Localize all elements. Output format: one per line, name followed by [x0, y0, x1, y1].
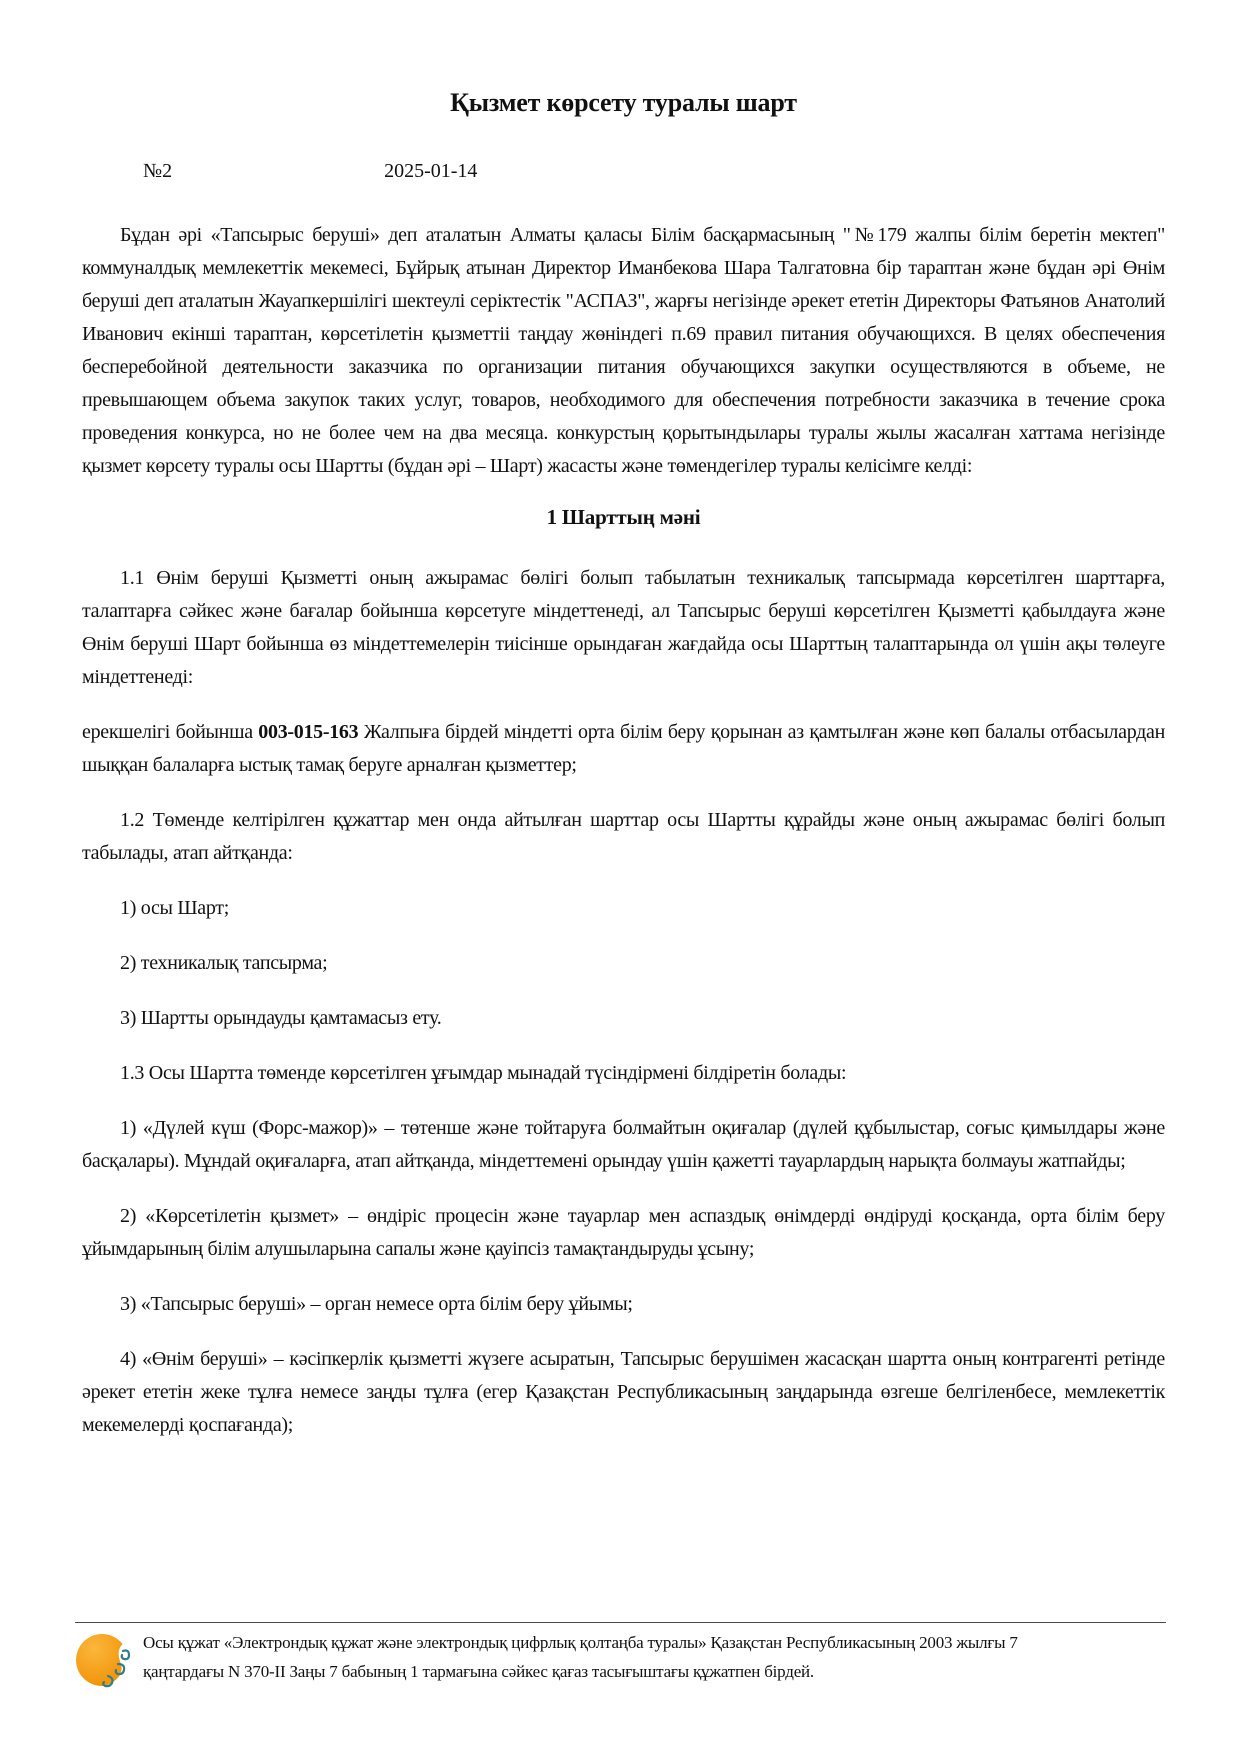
doc-date: 2025-01-14	[384, 160, 478, 182]
contract-part-item: 1) осы Шарт;	[120, 897, 229, 919]
definition-item: 2) «Көрсетілетін қызмет» – өндіріс процесін және тауарлар мен аспаздық өнімдерді өндіруді қосқанда, орта білім беру ұйымдарының білім алушыларына сапалы және қауіпсіз тамақтандыруды ұсыну;	[82, 1205, 1165, 1260]
clause-1-3: 1.3 Осы Шартта төменде көрсетілген ұғымдар мынадай түсіндірмені білдіретін болады:	[120, 1062, 847, 1084]
doc-number: №2	[143, 160, 173, 182]
lot-suffix: Жалпыға бірдей міндетті орта білім беру қорынан аз қамтылған және көп балалы отбасылардан шыққан балаларға ыстық тамақ беруге арналған қызметтер;	[82, 721, 1165, 776]
page-footer	[75, 1622, 1166, 1686]
lot-code: 003-015-163	[258, 721, 359, 743]
e-signature-logo-icon	[75, 1631, 133, 1695]
definition-item: 3) «Тапсырыс беруші» – орган немесе орта білім беру ұйымы;	[120, 1293, 633, 1315]
doc-meta-row	[82, 160, 1165, 183]
lot-prefix: ерекшелігі бойынша	[82, 721, 259, 743]
page-title: Қызмет көрсету туралы шарт	[450, 88, 797, 117]
section-1-heading: 1 Шарттың мәні	[546, 505, 701, 529]
clause-1-2: 1.2 Төменде келтірілген құжаттар мен онда айтылған шарттар осы Шартты құрайды және оның ажырамас бөлігі болып табылады, атап айтқанда:	[82, 809, 1165, 864]
lot-paragraph	[82, 716, 1165, 782]
footer-note: Осы құжат «Электрондық құжат және электрондық цифрлық қолтаңба туралы» Қазақстан Республикасының 2003 жылғы 7 қаңтардағы N 370-II Заңы 7 бабының 1 тармағына сәйкес қағаз тасығыштағы құжатпен бірдей.	[143, 1633, 1018, 1681]
document-content	[82, 88, 1165, 1464]
definition-item: 4) «Өнім беруші» – кәсіпкерлік қызметті жүзеге асыратын, Тапсырыс берушімен жасасқан шартта оның контрагенті ретінде әрекет ететін жеке тұлға немесе заңды тұлға (егер Қазақстан Республикасының заңдарында өзгеше белгіленбесе, мемлекеттік мекемелерді қоспағанда);	[82, 1348, 1165, 1436]
definition-item: 1) «Дүлей күш (Форс-мажор)» – төтенше және тойтаруға болмайтын оқиғалар (дүлей құбылыстар, соғыс қимылдары және басқалары). Мұндай оқиғаларға, атап айтқанда, міндеттемені орындау үшін қажетті тауарлардың нарықта болмауы жатпайды;	[82, 1117, 1165, 1172]
clause-1-1: 1.1 Өнім беруші Қызметті оның ажырамас бөлігі болып табылатын техникалық тапсырмада көрсетілген шарттарға, талаптарға сәйкес және бағалар бойынша көрсетуге міндеттенеді, ал Тапсырыс беруші көрсетілген Қызметті қабылдауға және Өнім беруші Шарт бойынша өз міндеттемелерін тиісінше орындаған жағдайда осы Шарттың талаптарында ол үшін ақы төлеуге міндеттенеді:	[82, 567, 1165, 688]
contract-part-item: 2) техникалық тапсырма;	[120, 952, 328, 974]
intro-paragraph: Бұдан әрі «Тапсырыс беруші» деп аталатын Алматы қаласы Білім басқармасының "№179 жалпы білім беретін мектеп" коммуналдық мемлекеттік мекемесі, Бұйрық атынан Директор Иманбекова Шара Талгатовна бір тараптан және бұдан әрі Өнім беруші деп аталатын Жауапкершілігі шектеулі серіктестік "АСПАЗ", жарғы негізінде әрекет ететін Директоры Фатьянов Анатолий Иванович екінші тараптан, көрсетілетін қызметтіі таңдау жөніндегі п.69 правил питания обучающихся. В целях обеспечения бесперебойной деятельности заказчика по организации питания обучающихся закупки осуществляются в объеме, не превышающем объема закупок таких услуг, товаров, необходимого для обеспечения потребности заказчика в течение срока проведения конкурса, но не более чем на два месяца. конкурстың қорытындылары туралы жылы жасалған хаттама негізінде қызмет көрсету туралы осы Шартты (бұдан әрі – Шарт) жасасты және төмендегілер туралы келісімге келді:	[82, 224, 1165, 477]
contract-part-item: 3) Шартты орындауды қамтамасыз ету.	[120, 1007, 442, 1029]
